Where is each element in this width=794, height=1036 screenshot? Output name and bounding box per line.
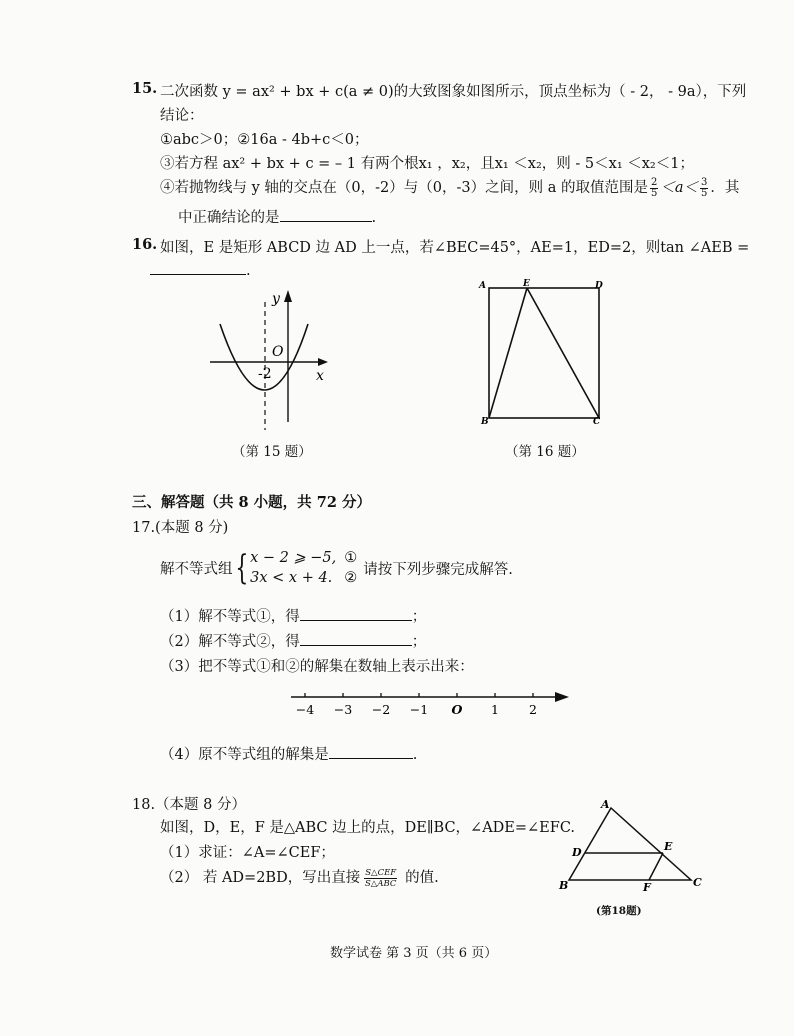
fig15-label-y: y [272, 291, 280, 307]
q17-step4-blank[interactable] [329, 744, 413, 759]
q15-line5-text: ④若抛物线与 y 轴的交点在（0，-2）与（0，-3）之间，则 a 的取值范围是 [160, 180, 648, 196]
fig16-caption: （第 16 题） [505, 444, 585, 460]
q17-step1-text: （1）解不等式①，得 [160, 609, 300, 625]
fig16-rectangle-abcd [489, 288, 599, 418]
q18-line1: 如图，D，E，F 是△ABC 边上的点，DE∥BC，∠ADE=∠EFC. [160, 820, 576, 836]
fig15-label-x: x [316, 368, 324, 384]
q17-step4 [160, 743, 417, 764]
q18-ratio-den: S△ABC [364, 878, 397, 889]
q17-marks [344, 548, 357, 588]
fig18-label-e: E [664, 840, 673, 853]
q17-step1 [160, 605, 426, 626]
fig15-parabola-graph [200, 282, 340, 432]
fig18-label-a: A [601, 798, 610, 811]
q17-mark1: ① [344, 550, 358, 566]
number-line-tick-label: 1 [491, 702, 499, 717]
q18-line3-text: （2） 若 AD=2BD，写出直接 [160, 870, 361, 886]
fig16-label-e: E [523, 279, 530, 289]
q15-frac1-num: 2 [650, 176, 658, 188]
q15-line5-end: ．其 [710, 180, 740, 196]
q17-step2-semi: ； [411, 634, 427, 650]
number-line-tick-label: 2 [529, 702, 537, 717]
q17-system [160, 548, 513, 588]
fig16-segment-ec [527, 288, 599, 418]
fig16-rectangle-figure [475, 278, 615, 428]
q17-step2-blank[interactable] [300, 631, 412, 646]
q17-ineq2: 3x < x + 4. [250, 570, 333, 586]
q17-step4-text: （4）原不等式组的解集是 [160, 747, 329, 763]
q16-number: 16. [132, 236, 158, 253]
q15-line6-end: . [371, 210, 377, 226]
q17-brace-icon: { [234, 548, 248, 588]
q15-line3: ①abc＞0；②16a - 4b+c＜0； [160, 132, 369, 148]
q17-step4-dot: . [412, 747, 418, 763]
fig16-label-a: A [479, 281, 486, 291]
q18-line3 [160, 866, 439, 889]
fig18-segment-ef [649, 853, 663, 880]
fig15-x-arrow-icon [318, 358, 328, 366]
q17-mark2: ② [344, 570, 358, 586]
q17-step1-semi: ； [411, 609, 427, 625]
number-line-arrow-icon [555, 692, 569, 702]
q15-line4: ③若方程 ax² + bx + c = – 1 有两个根x₁ ，x₂，且x₁ ＜x₂，则 - 5＜x₁ ＜x₂＜1； [160, 156, 694, 172]
fig18-label-f: F [643, 881, 651, 893]
q15-frac2-den: 5 [701, 187, 708, 199]
q15-answer-blank[interactable] [280, 207, 372, 222]
q15-line1: 二次函数 y = ax² + bx + c(a ≠ 0)的大致图象如图所示，顶点坐标为（ - 2， - 9a），下列 [160, 84, 747, 100]
q15-line5 [160, 176, 739, 199]
q15-frac2 [700, 178, 708, 199]
q17-inequalities [250, 548, 336, 588]
q18-line3-end: 的值. [405, 870, 439, 886]
q16-answer-blank[interactable] [150, 260, 246, 275]
number-line-tick-label: O [451, 702, 463, 717]
fig18-label-d: D [572, 846, 582, 859]
q16-line2-end: . [246, 263, 251, 279]
number-line-tick-label: −4 [295, 702, 315, 717]
q15-line6-text: 中正确结论的是 [178, 210, 280, 226]
fig15-label-o: O [272, 344, 284, 360]
fig18-label-c: C [693, 876, 702, 889]
q15-line2: 结论： [160, 108, 204, 124]
q17-step3: （3）把不等式①和②的解集在数轴上表示出来： [160, 659, 474, 675]
fig16-label-b: B [481, 417, 489, 427]
q17-step2-text: （2）解不等式②，得 [160, 634, 300, 650]
fig16-label-c: C [593, 417, 601, 427]
q17-tail: 请按下列步骤完成解答. [363, 561, 513, 578]
fig18-caption: (第18题) [596, 905, 642, 917]
q17-ineq1: x − 2 ⩾ −5, [250, 550, 337, 566]
fig18-triangle-figure [555, 798, 710, 893]
fig16-label-d: D [595, 281, 603, 291]
q17-step1-blank[interactable] [300, 606, 412, 621]
section3-title: 三、解答题（共 8 小题，共 72 分） [132, 494, 371, 511]
q18-ratio-fraction [364, 868, 397, 889]
q15-frac2-num: 3 [701, 176, 708, 188]
fig15-label-neg2: -2 [258, 366, 272, 382]
q15-number: 15. [132, 80, 158, 97]
q17-intro: 解不等式组 [160, 561, 233, 578]
q18-ratio-num: S△CEF [365, 867, 397, 878]
number-line-tick-label: −1 [409, 702, 429, 717]
q18-head: 18.（本题 8 分） [132, 797, 247, 813]
fig15-caption: （第 15 题） [232, 444, 312, 460]
fig15-y-arrow-icon [284, 290, 292, 302]
number-line-tick-label: −3 [333, 702, 353, 717]
q17-head: 17.(本题 8 分) [132, 520, 229, 536]
q15-frac1 [650, 178, 658, 199]
fig16-segment-eb [489, 288, 527, 418]
q16-line1: 如图，E 是矩形 ABCD 边 AD 上一点，若∠BEC=45°，AE=1，ED=2，则tan ∠AEB = [160, 240, 750, 256]
number-line-tick-label: −2 [371, 702, 391, 717]
q15-line5-mid: ＜a＜ [660, 180, 699, 196]
page-footer: 数学试卷 第 3 页（共 6 页） [330, 946, 498, 961]
fig18-label-b: B [559, 879, 569, 892]
q18-line2: （1）求证：∠A=∠CEF； [160, 845, 335, 861]
fig18-triangle-abc [569, 808, 691, 880]
q16-line2 [150, 260, 251, 279]
q15-frac1-den: 5 [650, 187, 658, 199]
q17-number-line[interactable] [285, 685, 575, 719]
q15-line6 [178, 206, 376, 227]
q17-step2 [160, 630, 426, 651]
